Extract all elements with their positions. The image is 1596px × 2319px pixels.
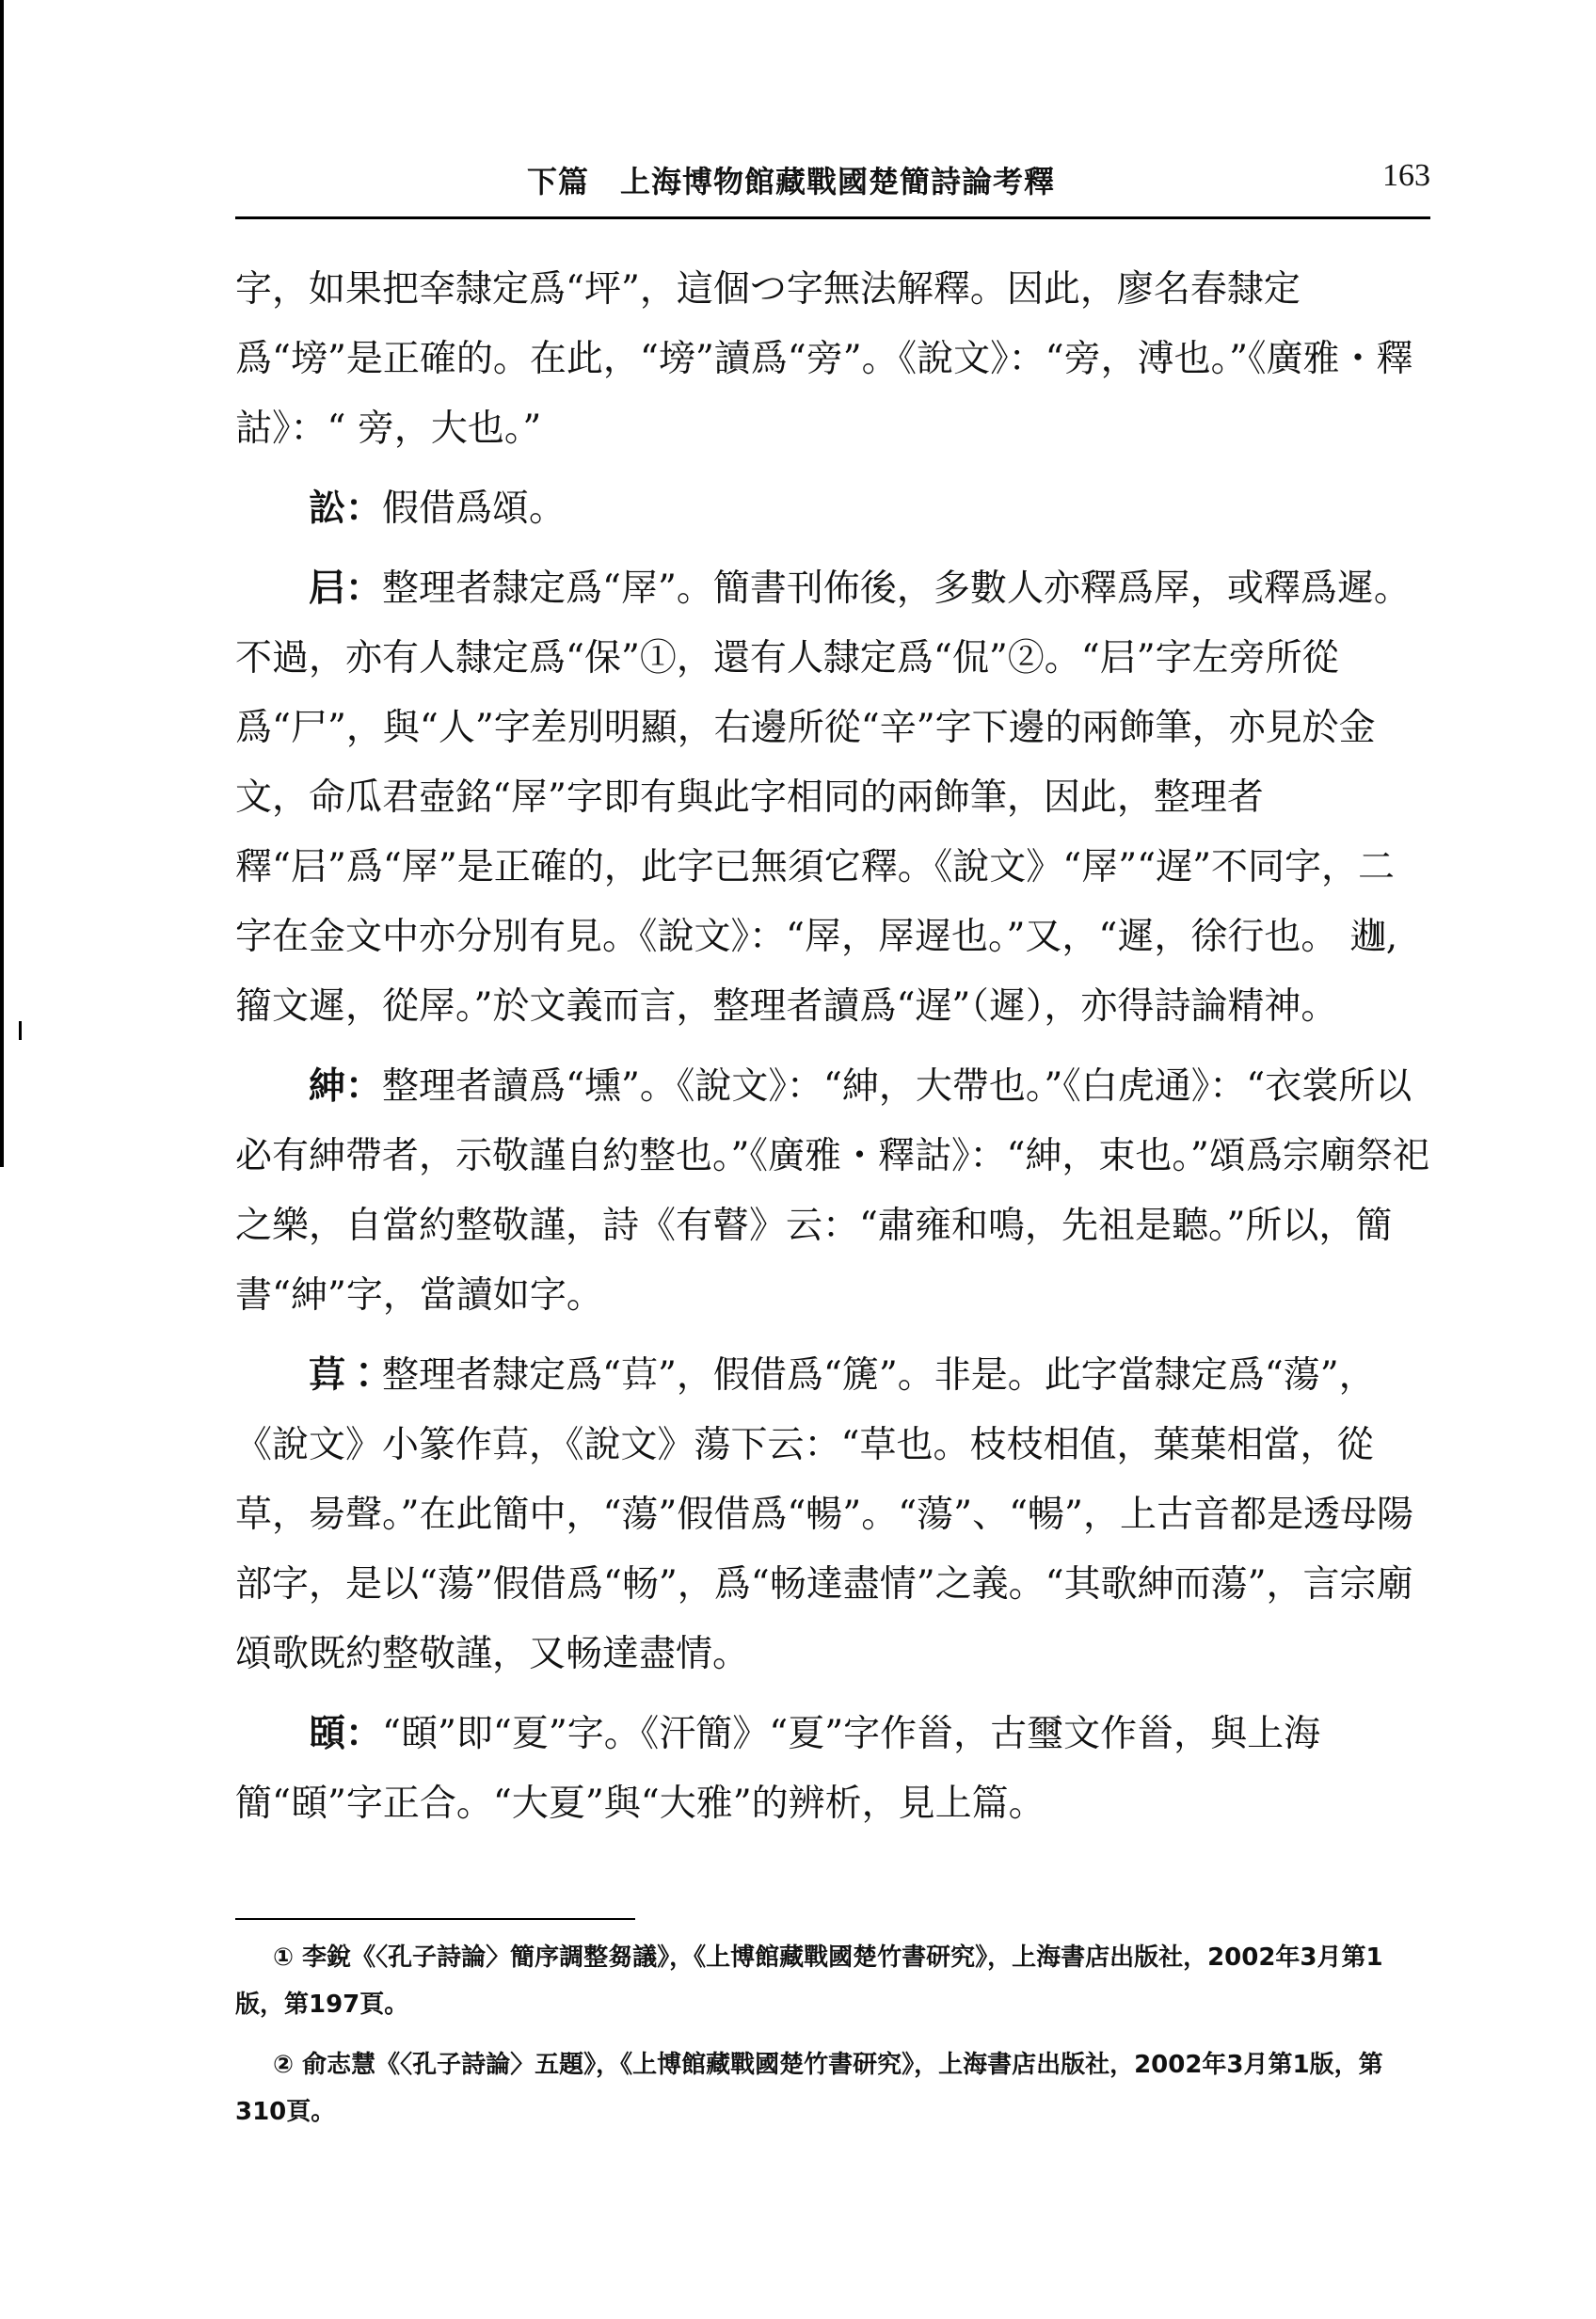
footnote: ② 俞志慧《〈孔子詩論〉五題》，《上博館藏戰國楚竹書研究》，上海書店出版社，2002年3月第1版，第310頁。 bbox=[235, 2051, 1383, 2126]
scan-speck bbox=[19, 1021, 22, 1040]
paragraph-text: 整理者隸定爲“屖”。簡書刊佈後，多數人亦釋爲屖，或釋爲遲。不過，亦有人隸定爲“保”①，還有人隸定爲“侃”②。“𡰪”字左旁所從爲“尸”，與“人”字差別明顯，右邊所從“辛”字下邊的兩飾筆，亦見於金文，命瓜君壺銘“屖”字即有與此字相同的兩飾筆，因此，整理者釋“𡰪”爲“屖”是正確的，此字已無須它釋。《說文》“屖”“遅”不同字，二字在金文中亦分別有見。《說文》：“屖，屖遟也。”又，“遲，徐行也。 𨔣,籀文遲，從屖。”於文義而言，整理者讀爲“遅”（遲），亦得詩論精神。 bbox=[235, 568, 1411, 1028]
paragraph-text: “頣”即“夏”字。《汗簡》“夏”字作𩠐，古璽文作𩠐，與上海簡“頣”字正合。“大夏”與“大雅”的辨析，見上篇。 bbox=[235, 1713, 1321, 1825]
paragraph-text: 整理者隸定爲“𦱤”，假借爲“篪”。非是。此字當隸定爲“蕩”，《說文》小篆作𦱤，《說文》蕩下云：“草也。枝枝相值，葉葉相當，從草，昜聲。”在此簡中，“蕩”假借爲“暢”。“蕩”、“暢”，上古音都是透母陽部字，是以“蕩”假借爲“畅”，爲“畅達盡情”之義。“其歌紳而蕩”，言宗廟頌歌既約整敬謹，又畅達盡情。 bbox=[235, 1354, 1413, 1675]
paragraph bbox=[235, 473, 1430, 544]
footnote-rule bbox=[235, 1918, 635, 1920]
paragraph bbox=[235, 1051, 1430, 1331]
paragraph bbox=[235, 1340, 1430, 1689]
header-rule bbox=[235, 216, 1430, 219]
entry-term: 𡰪： bbox=[309, 567, 383, 610]
footnote: ① 李銳《〈孔子詩論〉簡序調整芻議》，《上博館藏戰國楚竹書研究》，上海書店出版社，2002年3月第1版，第197頁。 bbox=[235, 1943, 1383, 2019]
paragraph-text: 整理者讀爲“壎”。《說文》：“紳，大帶也。”《白虎通》：“衣裳所以必有紳帶者，示敬謹自約整也。”《廣雅・釋詁》：“紳，束也。”頌爲宗廟祭祀之樂，自當約整敬謹，詩《有瞽》云：“肅雍和鳴，先祖是聽。”所以，簡書“紳”字，當讀如字。 bbox=[235, 1065, 1429, 1317]
paragraph bbox=[235, 1699, 1430, 1839]
main-text bbox=[235, 254, 1430, 1848]
entry-term: 訟： bbox=[309, 487, 383, 530]
entry-term: 紳： bbox=[309, 1064, 383, 1108]
page-number: 163 bbox=[1382, 158, 1430, 193]
running-title: 下篇 上海博物館藏戰國楚簡詩論考釋 bbox=[527, 164, 1056, 200]
footnotes bbox=[235, 1934, 1430, 2149]
paragraph bbox=[235, 254, 1430, 464]
scan-edge-mark bbox=[0, 0, 4, 1167]
entry-term: 𦱤： bbox=[309, 1353, 383, 1397]
entry-term: 頣： bbox=[309, 1712, 383, 1755]
paragraph bbox=[235, 553, 1430, 1042]
paragraph-text: 假借爲頌。 bbox=[382, 488, 567, 530]
running-header bbox=[235, 151, 1430, 203]
paragraph-text: 字，如果把㚔隸定爲“坪”，這個つ字無法解釋。因此，廖名春隸定爲“塝”是正確的。在此，“塝”讀爲“旁”。《說文》：“旁，溥也。”《廣雅・釋詁》：“ 旁，大也。” bbox=[235, 268, 1413, 450]
